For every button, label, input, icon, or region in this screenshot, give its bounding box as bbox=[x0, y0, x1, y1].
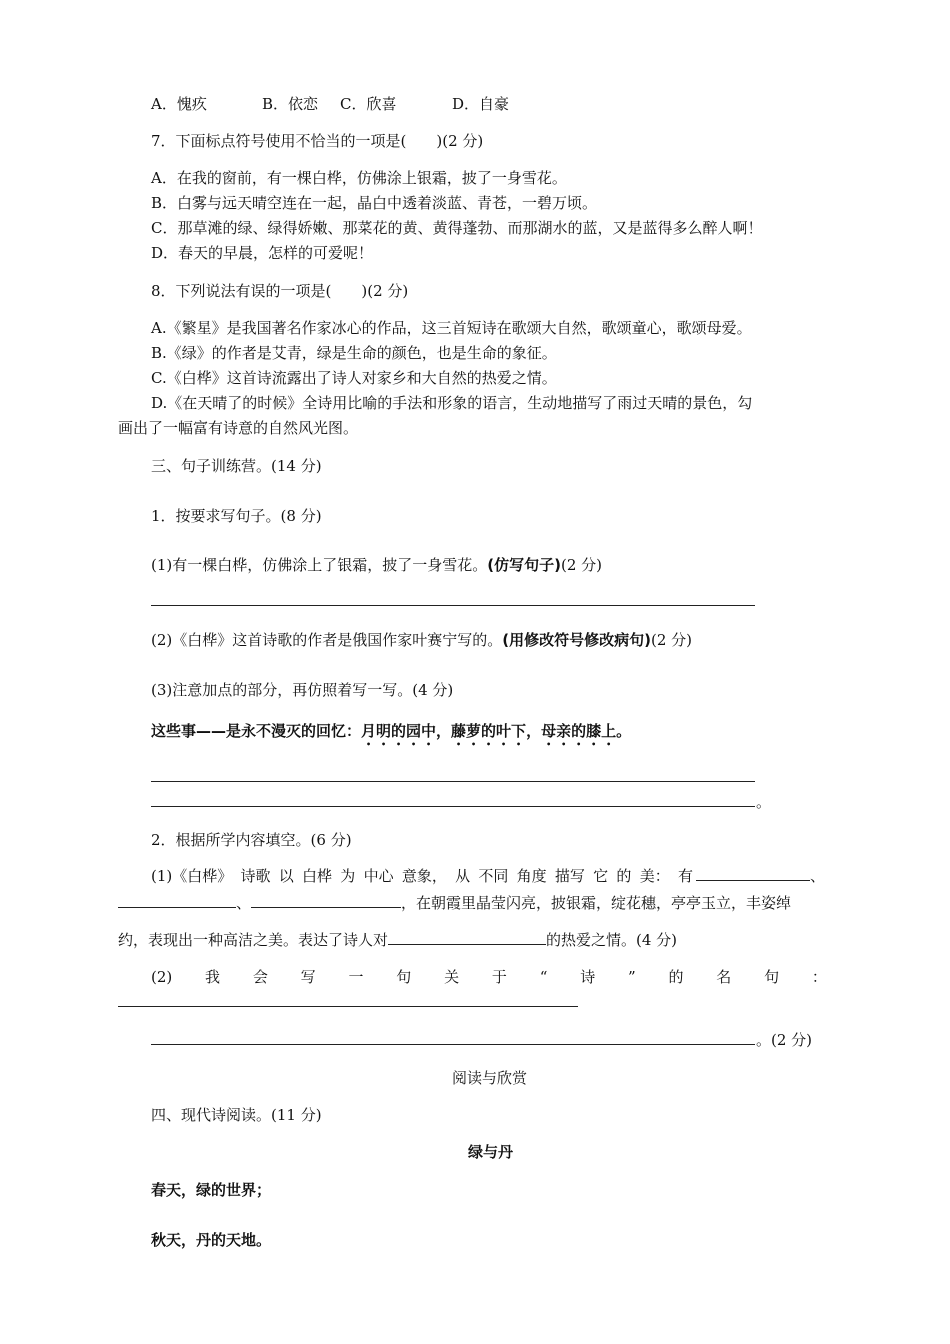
q6-option-a: A．愧疚 bbox=[151, 95, 207, 113]
poem-line-1: 春天，绿的世界； bbox=[151, 1181, 272, 1199]
punctuation: 。 bbox=[616, 722, 632, 740]
q2-2-char: 名 bbox=[716, 968, 732, 986]
fill-blank[interactable] bbox=[251, 893, 401, 908]
q1-1-requirement: (仿写句子) bbox=[487, 556, 561, 574]
q2-1-word: 角度 bbox=[516, 867, 547, 885]
section-3-title: 三、句子训练营。(14 分) bbox=[151, 457, 322, 475]
fill-blank[interactable] bbox=[388, 930, 546, 945]
q2-2-char: 诗 bbox=[580, 968, 596, 986]
q2-2-char: 句 bbox=[764, 968, 780, 986]
q7-option-a: A．在我的窗前，有一棵白桦，仿佛涂上银霜，披了一身雪花。 bbox=[151, 169, 567, 187]
q6-option-c: C．欣喜 bbox=[340, 95, 397, 113]
q2-1-word: 有 bbox=[677, 867, 693, 885]
dotted-phrase: 月明的园中 bbox=[361, 722, 437, 740]
answer-line[interactable] bbox=[118, 1006, 578, 1007]
q2-2-char: (2) bbox=[151, 968, 173, 986]
q7-option-d: D．春天的早晨，怎样的可爱呢！ bbox=[151, 244, 374, 262]
separator: 、 bbox=[810, 867, 826, 885]
dotted-phrase: 母亲的膝上 bbox=[541, 722, 617, 740]
reading-heading: 阅读与欣赏 bbox=[452, 1069, 528, 1087]
q2-1-line1-end bbox=[696, 866, 825, 886]
q2-1-line2-text: ，在朝霞里晶莹闪亮，披银霜，绽花穗，亭亭玉立，丰姿绰 bbox=[401, 894, 792, 912]
answer-line[interactable] bbox=[151, 781, 755, 782]
fill-blank[interactable] bbox=[118, 893, 236, 908]
q2-1-word: 为 bbox=[340, 867, 356, 885]
q2-2-char: 的 bbox=[668, 968, 684, 986]
q2-1-word: 的 bbox=[616, 867, 632, 885]
q2-1-line3 bbox=[118, 930, 677, 950]
q2-2-char: 句 bbox=[396, 968, 412, 986]
example-sentence bbox=[151, 721, 631, 749]
q2-2-char: 会 bbox=[252, 968, 268, 986]
q8-stem: 8．下列说法有误的一项是( )(2 分) bbox=[151, 282, 409, 300]
q2-1-line2 bbox=[118, 893, 791, 913]
q2-1-word: 描写 bbox=[554, 867, 585, 885]
example-lead: 这些事——是永不漫灭的回忆： bbox=[151, 722, 362, 740]
q8-option-d-line2: 画出了一幅富有诗意的自然风光图。 bbox=[118, 419, 359, 437]
punctuation: ， bbox=[436, 722, 452, 740]
q2-1-line3-text: 约，表现出一种高洁之美。表达了诗人对 bbox=[118, 931, 389, 949]
q1-1 bbox=[151, 555, 602, 575]
q2-1-word: (1)《白桦》 bbox=[151, 867, 233, 885]
q7-option-c: C．那草滩的绿、绿得娇嫩、那菜花的黄、黄得蓬勃、而那湖水的蓝，又是蓝得多么醉人啊！ bbox=[151, 219, 763, 237]
q1-2-score: (2 分) bbox=[650, 631, 692, 649]
answer-line[interactable] bbox=[151, 806, 755, 807]
q8-option-a: A.《繁星》是我国著名作家冰心的作品，这三首短诗在歌颂大自然，歌颂童心，歌颂母爱。 bbox=[151, 319, 752, 337]
q2-1-word: 以 bbox=[278, 867, 294, 885]
q6-option-b: B．依恋 bbox=[262, 95, 319, 113]
q2-1-word: 美： bbox=[639, 867, 670, 885]
dotted-phrase: 藤萝的叶下 bbox=[451, 722, 527, 740]
q2-2-char: 于 bbox=[491, 968, 507, 986]
q2-2-end: 。(2 分) bbox=[756, 1031, 813, 1049]
poem-line-2: 秋天，丹的天地。 bbox=[151, 1231, 272, 1249]
q2-2-char: 关 bbox=[444, 968, 460, 986]
punctuation: ， bbox=[526, 722, 542, 740]
q2-1-word: 它 bbox=[593, 867, 609, 885]
q1-2-requirement: (用修改符号修改病句) bbox=[502, 631, 651, 649]
q2-1-word: 诗歌 bbox=[240, 867, 271, 885]
q2-1-word: 意象， bbox=[401, 867, 447, 885]
q2-2-char: 一 bbox=[348, 968, 364, 986]
q8-option-c: C.《白桦》这首诗流露出了诗人对家乡和大自然的热爱之情。 bbox=[151, 369, 557, 387]
q2-2-char: 我 bbox=[205, 968, 221, 986]
q2-2-char: ： bbox=[811, 968, 827, 986]
q1-2 bbox=[151, 630, 692, 650]
q1-1-score: (2 分) bbox=[560, 556, 602, 574]
q2-2-char: 写 bbox=[300, 968, 316, 986]
q7-stem: 7．下面标点符号使用不恰当的一项是( )(2 分) bbox=[151, 132, 484, 150]
q7-option-b: B．白雾与远天晴空连在一起，晶白中透着淡蓝、青苍，一碧万顷。 bbox=[151, 194, 598, 212]
q2-2-line bbox=[151, 967, 827, 987]
q2-1-line3-end: 的热爱之情。(4 分) bbox=[546, 931, 678, 949]
fill-blank[interactable] bbox=[696, 866, 810, 881]
q2-2-char: “ bbox=[539, 968, 548, 986]
q1-2-text: (2)《白桦》这首诗歌的作者是俄国作家叶赛宁写的。 bbox=[151, 631, 503, 649]
separator: 、 bbox=[236, 894, 252, 912]
q8-option-d-line1: D.《在天晴了的时候》全诗用比喻的手法和形象的语言，生动地描写了雨过天晴的景色，勾 bbox=[151, 394, 753, 412]
q2-2-char: ” bbox=[628, 968, 636, 986]
q1-stem: 1．按要求写句子。(8 分) bbox=[151, 507, 322, 525]
q6-option-d: D．自豪 bbox=[452, 95, 510, 113]
q2-1-word: 中心 bbox=[363, 867, 394, 885]
q1-3: (3)注意加点的部分，再仿照着写一写。(4 分) bbox=[151, 681, 454, 699]
q2-1-word: 从 bbox=[455, 867, 471, 885]
q2-1-line1 bbox=[151, 866, 693, 886]
q2-1-word: 不同 bbox=[478, 867, 509, 885]
poem-title: 绿与丹 bbox=[468, 1143, 514, 1161]
period: 。 bbox=[756, 793, 772, 811]
q2-1-word: 白桦 bbox=[302, 867, 333, 885]
answer-line[interactable] bbox=[151, 605, 755, 606]
q1-1-text: (1)有一棵白桦，仿佛涂上了银霜，披了一身雪花。 bbox=[151, 556, 488, 574]
answer-line[interactable] bbox=[151, 1044, 755, 1045]
q2-stem: 2．根据所学内容填空。(6 分) bbox=[151, 831, 352, 849]
q8-option-b: B.《绿》的作者是艾青，绿是生命的颜色，也是生命的象征。 bbox=[151, 344, 557, 362]
section-4-title: 四、现代诗阅读。(11 分) bbox=[151, 1106, 322, 1124]
